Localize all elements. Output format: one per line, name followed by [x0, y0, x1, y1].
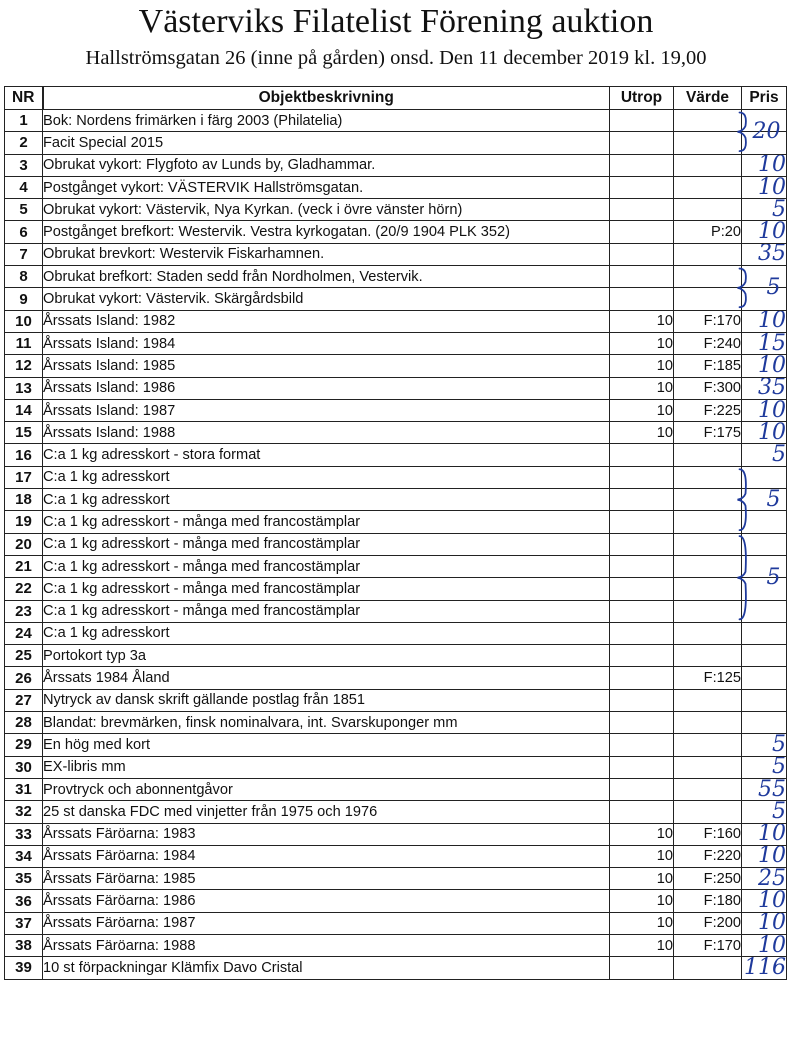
table-row: [5, 555, 787, 577]
row-pris: 10: [742, 154, 787, 176]
row-description: Årssats Island: 1988: [43, 422, 610, 444]
row-description: Provtryck och abonnentgåvor: [43, 778, 610, 800]
table-row: [5, 712, 787, 734]
row-utrop: [610, 555, 674, 577]
column-header-varde: Värde: [674, 87, 742, 110]
row-varde: [674, 132, 742, 154]
row-utrop: [610, 622, 674, 644]
row-pris: 10: [742, 934, 787, 956]
row-number: 10: [5, 310, 43, 332]
row-number: 37: [5, 912, 43, 934]
row-number: 19: [5, 511, 43, 533]
row-utrop: 10: [610, 934, 674, 956]
row-utrop: [610, 778, 674, 800]
row-varde: F:175: [674, 422, 742, 444]
row-pris: [742, 466, 787, 488]
row-utrop: [610, 288, 674, 310]
table-row: [5, 667, 787, 689]
row-utrop: 10: [610, 890, 674, 912]
row-pris: [742, 712, 787, 734]
row-varde: [674, 622, 742, 644]
row-pris: 10: [742, 823, 787, 845]
row-utrop: 10: [610, 422, 674, 444]
table-row: [5, 957, 787, 979]
table-row: [5, 934, 787, 956]
row-varde: F:300: [674, 377, 742, 399]
row-varde: P:20: [674, 221, 742, 243]
table-row: [5, 422, 787, 444]
grouped-price: 5: [766, 274, 781, 300]
row-description: Årssats Island: 1987: [43, 399, 610, 421]
row-utrop: [610, 645, 674, 667]
row-description: Årssats Färöarna: 1984: [43, 845, 610, 867]
row-utrop: [610, 466, 674, 488]
row-description: En hög med kort: [43, 734, 610, 756]
row-pris: 35: [742, 243, 787, 265]
row-utrop: 10: [610, 868, 674, 890]
table-row: [5, 310, 787, 332]
row-utrop: 10: [610, 399, 674, 421]
row-utrop: 10: [610, 823, 674, 845]
row-varde: F:220: [674, 845, 742, 867]
row-varde: [674, 801, 742, 823]
row-utrop: [610, 199, 674, 221]
row-description: Portokort typ 3a: [43, 645, 610, 667]
table-row: [5, 756, 787, 778]
row-description: Årssats Island: 1985: [43, 355, 610, 377]
row-pris: 10: [742, 355, 787, 377]
row-varde: [674, 689, 742, 711]
row-pris: 116: [742, 957, 787, 979]
row-varde: [674, 778, 742, 800]
row-pris: 10: [742, 221, 787, 243]
row-description: Årssats Färöarna: 1987: [43, 912, 610, 934]
row-description: Årssats Färöarna: 1988: [43, 934, 610, 956]
table-row: [5, 266, 787, 288]
row-utrop: [610, 689, 674, 711]
row-description: Årssats 1984 Åland: [43, 667, 610, 689]
row-number: 32: [5, 801, 43, 823]
table-row: [5, 689, 787, 711]
row-pris: [742, 645, 787, 667]
row-number: 16: [5, 444, 43, 466]
row-description: Obrukat brefkort: Staden sedd från Nordholmen, Vestervik.: [43, 266, 610, 288]
row-varde: [674, 756, 742, 778]
row-varde: [674, 645, 742, 667]
table-row: [5, 890, 787, 912]
row-varde: [674, 176, 742, 198]
row-number: 4: [5, 176, 43, 198]
row-varde: [674, 533, 742, 555]
row-pris: 35: [742, 377, 787, 399]
table-row: [5, 377, 787, 399]
row-varde: [674, 110, 742, 132]
row-number: 12: [5, 355, 43, 377]
row-number: 18: [5, 489, 43, 511]
table-row: [5, 199, 787, 221]
row-varde: [674, 489, 742, 511]
row-description: C:a 1 kg adresskort - stora format: [43, 444, 610, 466]
row-description: C:a 1 kg adresskort - många med francostämplar: [43, 555, 610, 577]
row-varde: F:225: [674, 399, 742, 421]
row-utrop: [610, 801, 674, 823]
table-row: [5, 399, 787, 421]
row-number: 31: [5, 778, 43, 800]
row-utrop: [610, 444, 674, 466]
table-row: [5, 511, 787, 533]
row-varde: [674, 578, 742, 600]
table-body: [5, 110, 787, 980]
row-pris: 5: [742, 199, 787, 221]
row-description: Facit Special 2015: [43, 132, 610, 154]
table-row: [5, 489, 787, 511]
table-row: [5, 801, 787, 823]
table-row: [5, 734, 787, 756]
row-utrop: 10: [610, 845, 674, 867]
grouped-price: 5: [766, 564, 781, 590]
table-row: [5, 288, 787, 310]
page-subtitle: Hallströmsgatan 26 (inne på gården) onsd. Den 11 december 2019 kl. 19,00: [85, 47, 707, 69]
row-description: Årssats Island: 1986: [43, 377, 610, 399]
row-pris: [742, 600, 787, 622]
row-description: Nytryck av dansk skrift gällande postlag från 1851: [43, 689, 610, 711]
row-number: 20: [5, 533, 43, 555]
row-varde: F:170: [674, 934, 742, 956]
row-varde: [674, 288, 742, 310]
row-varde: [674, 199, 742, 221]
column-header-pris: Pris: [742, 87, 787, 110]
row-number: 29: [5, 734, 43, 756]
row-description: Årssats Färöarna: 1986: [43, 890, 610, 912]
table-row: [5, 466, 787, 488]
row-description: C:a 1 kg adresskort: [43, 622, 610, 644]
row-utrop: [610, 489, 674, 511]
table-row: [5, 110, 787, 132]
row-utrop: [610, 734, 674, 756]
row-number: 24: [5, 622, 43, 644]
table-row: [5, 912, 787, 934]
row-number: 30: [5, 756, 43, 778]
row-varde: F:240: [674, 332, 742, 354]
row-description: Årssats Färöarna: 1983: [43, 823, 610, 845]
row-description: C:a 1 kg adresskort: [43, 466, 610, 488]
row-varde: F:170: [674, 310, 742, 332]
row-number: 28: [5, 712, 43, 734]
row-utrop: 10: [610, 310, 674, 332]
row-utrop: [610, 243, 674, 265]
row-pris: 5: [742, 734, 787, 756]
table-row: [5, 444, 787, 466]
table-row: [5, 243, 787, 265]
row-number: 27: [5, 689, 43, 711]
grouped-price: 20: [752, 118, 781, 144]
row-pris: 5: [742, 801, 787, 823]
row-description: Obrukat vykort: Västervik. Skärgårdsbild: [43, 288, 610, 310]
row-description: C:a 1 kg adresskort: [43, 489, 610, 511]
row-utrop: 10: [610, 377, 674, 399]
row-number: 22: [5, 578, 43, 600]
page-title: Västerviks Filatelist Förening auktion: [138, 3, 654, 40]
table-row: [5, 132, 787, 154]
row-description: Postgånget vykort: VÄSTERVIK Hallströmsgatan.: [43, 176, 610, 198]
row-number: 1: [5, 110, 43, 132]
row-pris: [742, 689, 787, 711]
row-number: 33: [5, 823, 43, 845]
row-number: 14: [5, 399, 43, 421]
table-row: [5, 845, 787, 867]
row-description: Årssats Färöarna: 1985: [43, 868, 610, 890]
auction-table: [4, 86, 787, 980]
row-description: C:a 1 kg adresskort - många med francostämplar: [43, 600, 610, 622]
table-row: [5, 355, 787, 377]
table-row: [5, 332, 787, 354]
row-number: 21: [5, 555, 43, 577]
row-utrop: [610, 176, 674, 198]
row-number: 35: [5, 868, 43, 890]
row-utrop: [610, 957, 674, 979]
row-utrop: [610, 600, 674, 622]
row-varde: [674, 444, 742, 466]
row-number: 17: [5, 466, 43, 488]
row-number: 26: [5, 667, 43, 689]
column-header-description: Objektbeskrivning: [43, 87, 610, 110]
row-description: C:a 1 kg adresskort - många med francostämplar: [43, 511, 610, 533]
row-utrop: [610, 266, 674, 288]
row-description: Årssats Island: 1984: [43, 332, 610, 354]
row-utrop: [610, 533, 674, 555]
row-utrop: [610, 132, 674, 154]
row-number: 34: [5, 845, 43, 867]
row-number: 9: [5, 288, 43, 310]
row-varde: [674, 712, 742, 734]
row-description: Obrukat vykort: Västervik, Nya Kyrkan. (veck i övre vänster hörn): [43, 199, 610, 221]
row-number: 15: [5, 422, 43, 444]
row-pris: 55: [742, 778, 787, 800]
table-row: [5, 778, 787, 800]
row-pris: 15: [742, 332, 787, 354]
row-number: 25: [5, 645, 43, 667]
table-row: [5, 154, 787, 176]
row-varde: [674, 266, 742, 288]
row-description: Blandat: brevmärken, finsk nominalvara, int. Svarskuponger mm: [43, 712, 610, 734]
table-row: [5, 533, 787, 555]
row-pris: [742, 511, 787, 533]
row-utrop: [610, 756, 674, 778]
row-varde: F:200: [674, 912, 742, 934]
table-row: [5, 622, 787, 644]
table-row: [5, 578, 787, 600]
row-utrop: [610, 154, 674, 176]
row-number: 3: [5, 154, 43, 176]
row-pris: 10: [742, 845, 787, 867]
row-pris: 10: [742, 399, 787, 421]
row-utrop: [610, 667, 674, 689]
row-number: 2: [5, 132, 43, 154]
row-description: Obrukat vykort: Flygfoto av Lunds by, Gladhammar.: [43, 154, 610, 176]
row-pris: 25: [742, 868, 787, 890]
row-varde: [674, 243, 742, 265]
table-row: [5, 176, 787, 198]
row-pris: [742, 622, 787, 644]
row-number: 13: [5, 377, 43, 399]
row-pris: 10: [742, 310, 787, 332]
row-varde: [674, 154, 742, 176]
row-utrop: [610, 221, 674, 243]
row-utrop: 10: [610, 912, 674, 934]
row-varde: F:180: [674, 890, 742, 912]
row-number: 23: [5, 600, 43, 622]
row-description: Årssats Island: 1982: [43, 310, 610, 332]
row-number: 38: [5, 934, 43, 956]
row-number: 7: [5, 243, 43, 265]
table-row: [5, 600, 787, 622]
row-number: 36: [5, 890, 43, 912]
row-description: Postgånget brefkort: Westervik. Vestra kyrkogatan. (20/9 1904 PLK 352): [43, 221, 610, 243]
row-description: C:a 1 kg adresskort - många med francostämplar: [43, 533, 610, 555]
row-varde: [674, 957, 742, 979]
row-pris: 10: [742, 422, 787, 444]
row-varde: [674, 600, 742, 622]
row-number: 11: [5, 332, 43, 354]
row-pris: 5: [742, 756, 787, 778]
row-pris: 10: [742, 176, 787, 198]
row-varde: F:250: [674, 868, 742, 890]
row-utrop: [610, 110, 674, 132]
row-number: 5: [5, 199, 43, 221]
row-pris: 10: [742, 890, 787, 912]
row-pris: [742, 533, 787, 555]
row-number: 6: [5, 221, 43, 243]
column-header-utrop: Utrop: [610, 87, 674, 110]
row-varde: F:185: [674, 355, 742, 377]
row-utrop: [610, 712, 674, 734]
row-varde: F:125: [674, 667, 742, 689]
grouped-price: 5: [766, 486, 781, 512]
row-description: C:a 1 kg adresskort - många med francostämplar: [43, 578, 610, 600]
row-varde: F:160: [674, 823, 742, 845]
row-number: 8: [5, 266, 43, 288]
table-header-row: [5, 87, 787, 110]
row-pris: 5: [742, 444, 787, 466]
row-description: Obrukat brevkort: Westervik Fiskarhamnen.: [43, 243, 610, 265]
column-header-nr: NR: [5, 87, 43, 110]
row-pris: 10: [742, 912, 787, 934]
row-description: 10 st förpackningar Klämfix Davo Cristal: [43, 957, 610, 979]
table-row: [5, 645, 787, 667]
row-varde: [674, 511, 742, 533]
row-pris: [742, 667, 787, 689]
row-description: Bok: Nordens frimärken i färg 2003 (Philatelia): [43, 110, 610, 132]
row-varde: [674, 555, 742, 577]
row-varde: [674, 734, 742, 756]
row-description: 25 st danska FDC med vinjetter från 1975 och 1976: [43, 801, 610, 823]
row-varde: [674, 466, 742, 488]
table-row: [5, 221, 787, 243]
row-utrop: 10: [610, 332, 674, 354]
table-row: [5, 823, 787, 845]
row-utrop: 10: [610, 355, 674, 377]
row-number: 39: [5, 957, 43, 979]
table-row: [5, 868, 787, 890]
row-utrop: [610, 578, 674, 600]
row-description: EX-libris mm: [43, 756, 610, 778]
row-utrop: [610, 511, 674, 533]
